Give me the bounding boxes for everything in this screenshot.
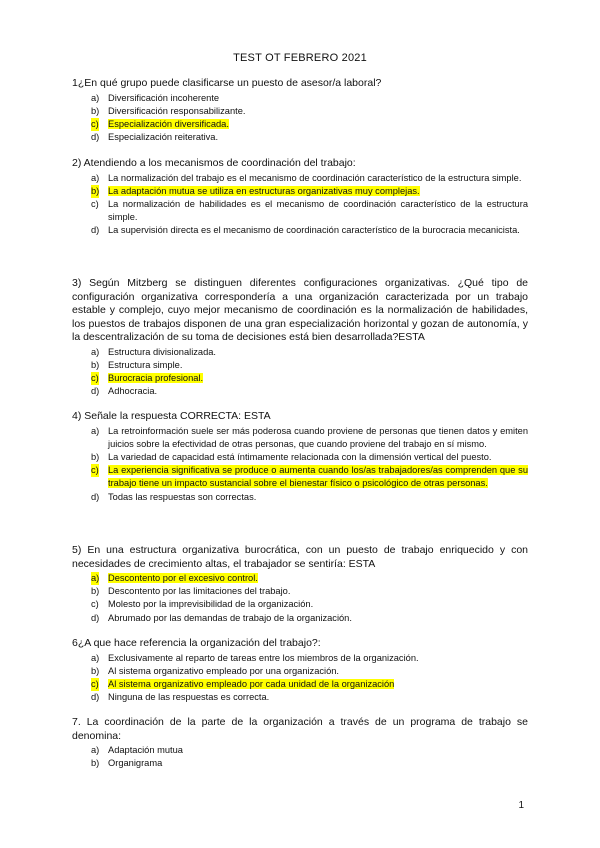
document-title: TEST OT FEBRERO 2021 — [233, 52, 367, 64]
option-a: a) Estructura divisionalizada. — [91, 346, 216, 357]
option-d: d) Abrumado por las demandas de trabajo de la organización. — [91, 612, 352, 623]
question-4 — [72, 410, 528, 504]
option-a-highlighted: a) Descontento por el excesivo control. — [72, 572, 528, 585]
question-text: 5) En una estructura organizativa burocrática, con un puesto de trabajo enriquecido y con necesidades de crecimiento altas, el trabajador se sentiría: ESTA — [72, 544, 528, 570]
page-number: 1 — [518, 800, 524, 811]
question-6 — [72, 637, 528, 704]
option-b: b) La variedad de capacidad está íntimamente relacionada con la dimensión vertical del puesto. — [91, 451, 492, 462]
option-d: d) Ninguna de las respuestas es correcta. — [91, 692, 270, 703]
question-text: 6¿A que hace referencia la organización del trabajo?: — [72, 637, 321, 649]
question-text: 2) Atendiendo a los mecanismos de coordinación del trabajo: — [72, 157, 356, 169]
option-a: a) La normalización del trabajo es el mecanismo de coordinación característico de la estructura simple. — [91, 172, 522, 183]
option-a: a) La retroinformación suele ser más poderosa cuando proviene de personas que tienen datos y emiten juicios sobre la efectividad de otras personas, que cuando proviene del trabajo en sí mismo. — [91, 425, 528, 449]
option-a: a) Adaptación mutua — [91, 745, 183, 755]
option-d: d) La supervisión directa es el mecanismo de coordinación característico de la burocracia mecanicista. — [91, 225, 520, 236]
option-c-highlighted: c) Burocracia profesional. — [72, 372, 528, 385]
option-b: b) Al sistema organizativo empleado por una organización. — [91, 665, 340, 676]
question-text: 3) Según Mitzberg se distinguen diferentes configuraciones organizativas. ¿Qué tipo de configuración organizativa correspondería a una organización caracterizada por un trabajo estable y complejo, cuyo mejor mecanismo de coordinación es la normalización de habilidades, los puestos de trabajos disponen de una gran especialización horizontal y gozan de autonomía, y la descentralización de su toma de decisiones está bien desarrollada?ESTA — [72, 277, 528, 343]
option-d: d) Adhocracia. — [91, 386, 158, 397]
option-a: a) Exclusivamente al reparto de tareas entre los miembros de la organización. — [91, 652, 419, 663]
option-b-highlighted: b) La adaptación mutua se utiliza en estructuras organizativas muy complejas. — [72, 185, 528, 198]
option-c-highlighted: c) Al sistema organizativo empleado por cada unidad de la organización — [72, 678, 528, 691]
option-c: c) Molesto por la imprevisibilidad de la organización. — [91, 599, 314, 610]
option-c-highlighted: c) La experiencia significativa se produce o aumenta cuando los/as trabajadores/as comprenden que su trabajo tiene un impacto sustancial sobre el bienestar físico o psicológico de otras personas. — [91, 465, 528, 489]
question-3 — [72, 277, 528, 398]
option-c: c) La normalización de habilidades es el mecanismo de coordinación característico de la estructura simple. — [91, 198, 528, 223]
question-1 — [72, 77, 528, 144]
option-d: d) Todas las respuestas son correctas. — [91, 491, 257, 502]
question-5 — [72, 544, 528, 625]
option-b: b) Estructura simple. — [91, 359, 183, 370]
question-text: 4) Señale la respuesta CORRECTA: ESTA — [72, 410, 271, 422]
option-a: a) Diversificación incoherente — [91, 92, 220, 103]
option-b: b) Organigrama — [91, 758, 163, 769]
option-d: d) Especialización reiterativa. — [91, 132, 219, 143]
option-b: b) Diversificación responsabilizante. — [91, 105, 246, 116]
option-b: b) Descontento por las limitaciones del trabajo. — [91, 586, 291, 597]
option-c-highlighted: c) Especialización diversificada. — [72, 118, 528, 131]
question-7 — [72, 716, 528, 770]
question-text: 7. La coordinación de la parte de la organización a través de un programa de trabajo se denomina: — [72, 716, 528, 742]
question-text: 1¿En qué grupo puede clasificarse un puesto de asesor/a laboral? — [72, 77, 382, 89]
question-2 — [72, 157, 528, 238]
